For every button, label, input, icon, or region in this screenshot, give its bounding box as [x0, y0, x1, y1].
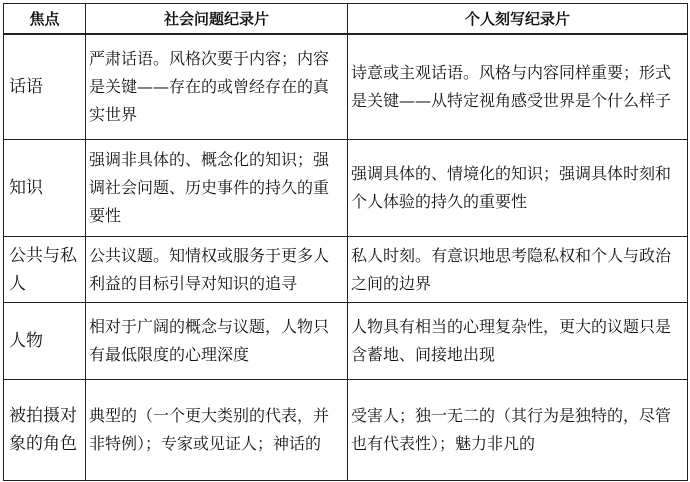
social-cell: 公共议题。知情权或服务于更多人利益的目标引导对知识的追寻 — [86, 237, 348, 303]
focus-cell: 人物 — [4, 303, 86, 380]
table-row — [4, 34, 688, 140]
comparison-table — [3, 3, 688, 481]
header-focus: 焦点 — [4, 4, 86, 35]
social-cell: 严肃话语。风格次要于内容；内容是关键——存在的或曾经存在的真实世界 — [86, 34, 348, 140]
personal-cell: 受害人；独一无二的（其行为是独特的，尽管也有代表性）；魅力非凡的 — [348, 380, 688, 481]
social-cell: 强调非具体的、概念化的知识；强调社会问题、历史事件的持久的重要性 — [86, 140, 348, 237]
table-row — [4, 303, 688, 380]
personal-cell: 诗意或主观话语。风格与内容同样重要；形式是关键——从特定视角感受世界是个什么样子 — [348, 34, 688, 140]
focus-cell: 知识 — [4, 140, 86, 237]
personal-cell: 人物具有相当的心理复杂性，更大的议题只是含蓄地、间接地出现 — [348, 303, 688, 380]
focus-cell: 话语 — [4, 34, 86, 140]
header-personal-portrait-documentary: 个人刻写纪录片 — [348, 4, 688, 35]
personal-cell: 强调具体的、情境化的知识；强调具体时刻和个人体验的持久的重要性 — [348, 140, 688, 237]
social-cell: 相对于广阔的概念与议题，人物只有最低限度的心理深度 — [86, 303, 348, 380]
header-social-issue-documentary: 社会问题纪录片 — [86, 4, 348, 35]
focus-cell: 公共与私人 — [4, 237, 86, 303]
table-row — [4, 237, 688, 303]
table-row — [4, 380, 688, 481]
focus-cell: 被拍摄对象的角色 — [4, 380, 86, 481]
personal-cell: 私人时刻。有意识地思考隐私权和个人与政治之间的边界 — [348, 237, 688, 303]
table-header-row — [4, 4, 688, 35]
table-row — [4, 140, 688, 237]
social-cell: 典型的（一个更大类别的代表，并非特例）；专家或见证人；神话的 — [86, 380, 348, 481]
